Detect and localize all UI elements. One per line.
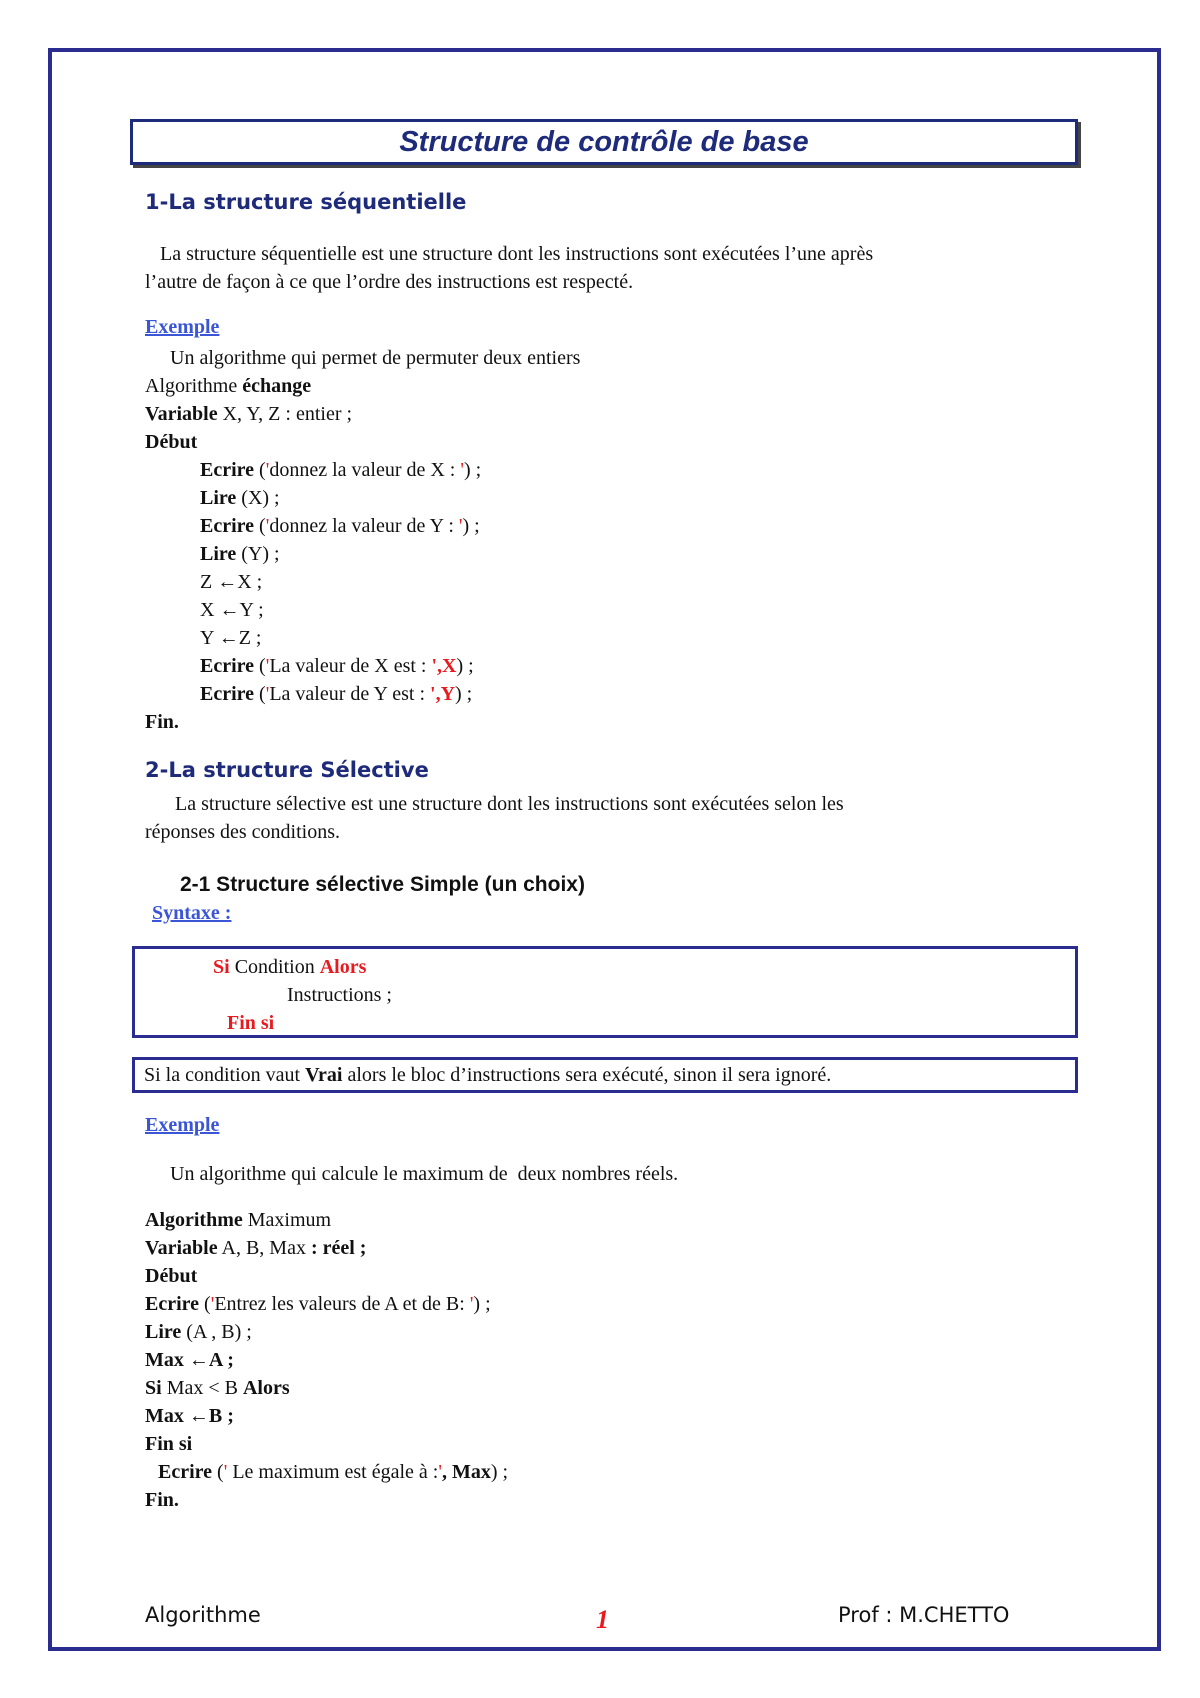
algo1-line4: Ecrire ('donnez la valeur de X : ') ; <box>200 459 482 481</box>
algo2-line2: Variable A, B, Max : réel ; <box>145 1237 367 1259</box>
algo2-line5: Lire (A , B) ; <box>145 1321 252 1343</box>
subsection-heading: 2-1 Structure sélective Simple (un choix) <box>180 873 585 896</box>
algo1-line6: Ecrire ('donnez la valeur de Y : ') ; <box>200 515 480 537</box>
footer-page-number: 1 <box>596 1605 609 1634</box>
algo2-line3: Début <box>145 1265 198 1287</box>
algo2-line6: Max ←A ; <box>145 1349 234 1371</box>
algo2-line11: Fin. <box>145 1489 179 1511</box>
note-text: Si la condition vaut Vrai alors le bloc d’instructions sera exécuté, sinon il sera ignoré. <box>144 1064 832 1086</box>
example-label-2[interactable]: Exemple <box>145 1114 220 1136</box>
section1-heading: 1-La structure séquentielle <box>145 190 467 214</box>
algo1-line2: Variable X, Y, Z : entier ; <box>145 403 353 425</box>
section2-heading: 2-La structure Sélective <box>145 758 429 782</box>
algo1-line8: Z ←X ; <box>200 571 263 593</box>
algo1-line1: Algorithme échange <box>145 375 312 397</box>
example-intro-2: Un algorithme qui calcule le maximum de deux nombres réels. <box>170 1163 679 1185</box>
syntax-line2: Instructions ; <box>287 984 392 1006</box>
syntax-box <box>132 946 1078 1038</box>
algo1-line12: Ecrire ('La valeur de Y est : ',Y) ; <box>200 683 473 705</box>
algo2-line1: Algorithme Maximum <box>145 1209 332 1231</box>
title-box <box>130 119 1078 165</box>
algo2-line10: Ecrire (' Le maximum est égale à :', Max) ; <box>158 1461 509 1483</box>
footer-author: Prof : M.CHETTO <box>838 1603 1010 1627</box>
algo2-line9: Fin si <box>145 1433 193 1455</box>
algo1-line13: Fin. <box>145 711 179 733</box>
algo1-line11: Ecrire ('La valeur de X est : ',X) ; <box>200 655 474 677</box>
section1-paragraph-line1: La structure séquentielle est une structure dont les instructions sont exécutées l’une après <box>160 243 874 265</box>
syntax-label[interactable]: Syntaxe : <box>152 902 232 924</box>
algo2-line4: Ecrire ('Entrez les valeurs de A et de B: ') ; <box>145 1293 491 1315</box>
note-box <box>132 1057 1078 1093</box>
algo1-line3: Début <box>145 431 198 453</box>
algo1-line7: Lire (Y) ; <box>200 543 280 565</box>
footer-course-name: Algorithme <box>145 1603 261 1627</box>
algo1-line5: Lire (X) ; <box>200 487 280 509</box>
syntax-line3: Fin si <box>227 1012 275 1034</box>
algo2-line7: Si Max < B Alors <box>145 1377 290 1399</box>
algo2-line8: Max ←B ; <box>145 1405 234 1427</box>
example-label-1[interactable]: Exemple <box>145 316 220 338</box>
section1-paragraph-line2: l’autre de façon à ce que l’ordre des instructions est respecté. <box>145 271 634 293</box>
algo1-line10: Y ←Z ; <box>200 627 262 649</box>
syntax-line1: Si Condition Alors <box>213 956 367 978</box>
page-title: Structure de contrôle de base <box>399 126 809 158</box>
section2-paragraph-line1: La structure sélective est une structure dont les instructions sont exécutées selon les <box>175 793 844 815</box>
section2-paragraph-line2: réponses des conditions. <box>145 821 340 843</box>
algo1-line9: X ←Y ; <box>200 599 264 621</box>
example-intro-1: Un algorithme qui permet de permuter deux entiers <box>170 347 581 369</box>
